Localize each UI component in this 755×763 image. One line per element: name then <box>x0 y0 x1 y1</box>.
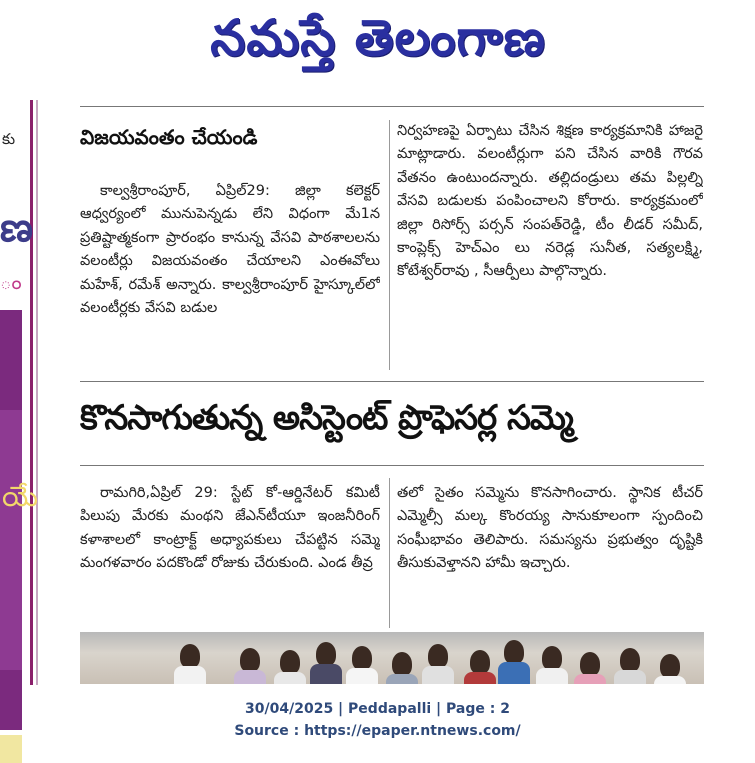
person-shirt <box>614 670 646 684</box>
headline-rule <box>80 465 704 466</box>
column-divider <box>389 120 390 370</box>
person-head <box>240 648 260 672</box>
newspaper-logo: నమస్తే తెలంగాణ <box>210 9 546 67</box>
clipping-border <box>30 100 33 685</box>
person-shirt <box>498 662 530 684</box>
group-photo <box>80 632 704 684</box>
person-head <box>392 652 412 676</box>
person-shirt <box>386 674 418 684</box>
person-head <box>660 654 680 678</box>
article2-column-1 <box>80 482 380 624</box>
footer-source-line[interactable]: Source : https://epaper.ntnews.com/ <box>234 723 521 739</box>
person-head <box>620 648 640 672</box>
article1-headline: విజయవంతం చేయండి <box>80 125 258 149</box>
person-shirt <box>310 664 342 684</box>
article1-column-1 <box>80 180 380 376</box>
person-head <box>352 646 372 670</box>
clip-fragment-b: ణ <box>0 205 34 251</box>
section-rule <box>80 381 704 382</box>
person-shirt <box>346 668 378 684</box>
person-head <box>316 642 336 666</box>
article2-text-1: రామగిరి,ఏప్రిల్ 29: స్టేట్ కో-ఆర్డినేటర్ కమిటీ పిలుపు మేరకు మంథని జేఎన్‌టీయూ ఇంజనీరింగ్ కళాశాలలో కాంట్రాక్ట్ అధ్యాపకులు చేపట్టిన సమ్మె మంగళవారం పదకొండో రోజుకు చేరుకుంది. ఎండ తీవ్ర <box>80 485 380 572</box>
masthead <box>0 0 755 80</box>
person-shirt <box>174 666 206 684</box>
person-head <box>580 652 600 676</box>
column-divider-2 <box>389 478 390 628</box>
article1-column-2 <box>397 120 703 378</box>
person-shirt <box>274 672 306 684</box>
person-shirt <box>234 670 266 684</box>
adjacent-clipping <box>0 100 40 685</box>
person-head <box>280 650 300 674</box>
clip-fragment-d: యే <box>2 480 39 513</box>
article2-headline: కొనసాగుతున్న అసిస్టెంట్ ప్రొఫెసర్ల సమ్మె <box>80 398 573 438</box>
person-head <box>180 644 200 668</box>
person-head <box>542 646 562 670</box>
article2-text-2: తలో సైతం సమ్మెను కొనసాగించారు. స్థానిక టీచర్ ఎమ్మెల్సీ మల్క కొంరయ్య సానుకూలంగా స్పందించి సంఘీభావం తెలిపారు. సమస్యను ప్రభుత్వం దృష్టికి తీసుకువెళ్తానని హామీ ఇచ్చారు. <box>397 485 703 572</box>
purple-ad-block-inner <box>0 410 22 670</box>
source-footer <box>0 698 755 742</box>
person-shirt <box>422 666 454 684</box>
person-shirt <box>464 672 496 684</box>
person-shirt <box>536 668 568 684</box>
person-head <box>504 640 524 664</box>
clip-fragment-a: కు <box>2 130 16 148</box>
person-shirt <box>574 674 606 684</box>
footer-date-line: 30/04/2025 | Peddapalli | Page : 2 <box>245 701 510 717</box>
person-shirt <box>654 676 686 684</box>
article1-text-2: నిర్వహణపై ఏర్పాటు చేసిన శిక్షణ కార్యక్రమానికి హాజరై మాట్లాడారు. వలంటీర్లుగా పని చేసిన వారికి గౌరవ వేతనం ఉంటుందన్నారు. తల్లిదండ్రులు తమ పిల్లల్ని వేసవి బడులకు పంపించాలని కోరారు. కార్యక్రమంలో జిల్లా రిసోర్స్ పర్సన్ సంపత్‌రెడ్డి, టీం లీడర్ సమీద్, కాంప్లెక్స్ హెచ్‌ఎం లు నరెడ్ల సునీత, సత్యలక్ష్మి, కోటేశ్వర్‌రావు , సీఆర్పీలు పాల్గొన్నారు. <box>397 123 703 280</box>
article2-column-2 <box>397 482 703 624</box>
person-head <box>470 650 490 674</box>
article1-text-1: కాల్వశ్రీరాంపూర్, ఏప్రిల్29: జిల్లా కలెక్టర్ ఆధ్వర్యంలో మునుపెన్నడు లేని విధంగా మే1న ప్రతిష్టాత్మకంగా ప్రారంభం కానున్న వేసవి పాఠశాలలను వలంటీర్లు విజయవంతం చేయాలని ఎంఈవోలు మహేశ్, రమేశ్ అన్నారు. కాల్వశ్రీరాంపూర్ హైస్కూల్‌లో వలంటీర్లకు వేసవి బడుల <box>80 183 380 317</box>
clipping-border-inner <box>36 100 38 685</box>
top-rule <box>80 106 704 107</box>
person-head <box>428 644 448 668</box>
clip-fragment-c: ం <box>0 270 22 294</box>
